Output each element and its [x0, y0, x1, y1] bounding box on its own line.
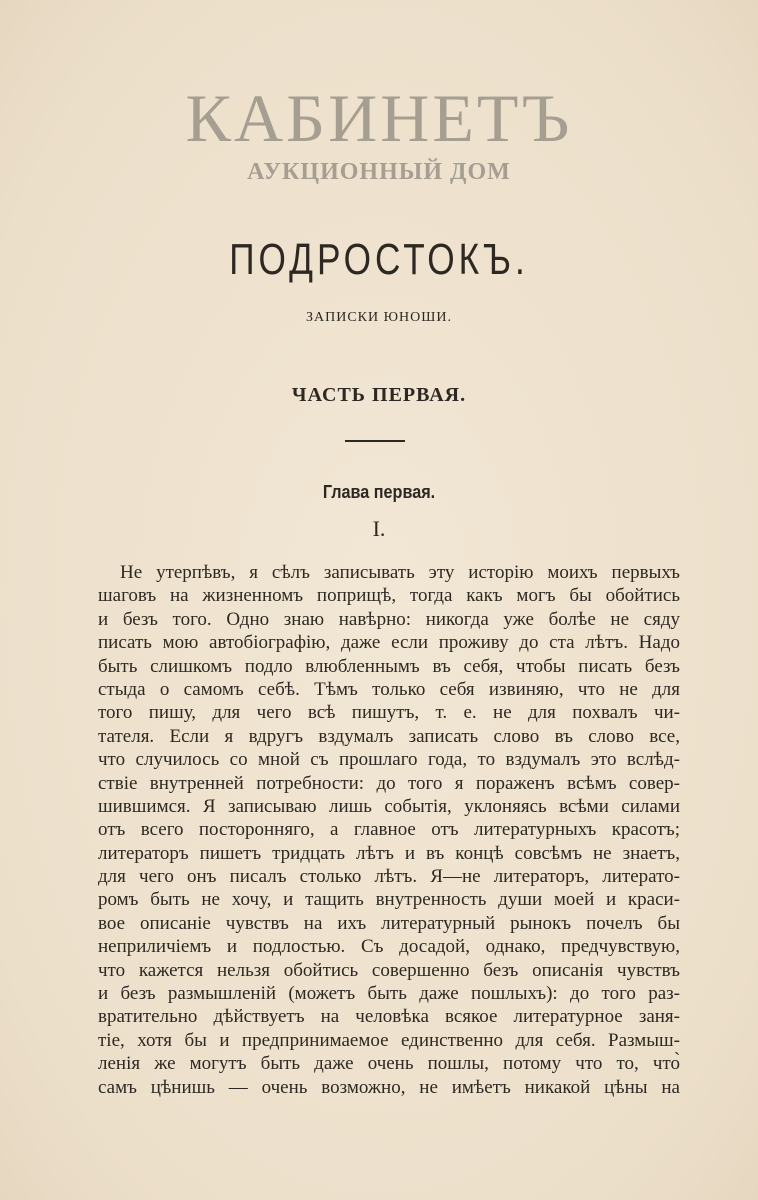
text-line: неприличіемъ и подлостью. Съ досадой, однако, предчувствую,: [98, 936, 680, 958]
text-line: Не утерпѣвъ, я сѣлъ записывать эту исторію моихъ первыхъ: [120, 562, 680, 583]
text-line: того пишу, для чего всѣ пишутъ, т. е. не для похвалъ чи-: [98, 702, 680, 724]
text-line: и безъ размышленій (можетъ быть даже пошлыхъ): до того раз-: [98, 983, 680, 1005]
book-subtitle: ЗАПИСКИ ЮНОШИ.: [306, 310, 452, 325]
text-line: для чего онъ писалъ столько лѣтъ. Я—не литераторъ, литерато-: [98, 866, 680, 888]
text-line: стыда о самомъ себѣ. Тѣмъ только себя извиняю, что не для: [98, 678, 680, 700]
text-line: быть слишкомъ подло влюбленнымъ въ себя, чтобы писать безъ: [98, 655, 680, 677]
text-line: что кажется нельзя обойтись совершенно безъ описанія чувствъ: [98, 959, 680, 981]
book-title: ПОДРОСТОКЪ.: [229, 235, 529, 284]
text-line: писать мою автобіографію, даже если проживу до ста лѣтъ. Надо: [98, 632, 680, 654]
text-line: самъ цѣнишь — очень возможно, не имѣетъ никакой цѣны на: [98, 1076, 680, 1098]
text-line: и безъ того. Одно знаю навѣрно: никогда уже болѣе не сяду: [98, 608, 680, 630]
watermark-logo: КАБИНЕТЪ: [185, 80, 573, 156]
chapter-heading: Глава первая.: [322, 482, 436, 502]
body-text: [98, 561, 680, 1099]
text-line: шаговъ на жизненномъ поприщѣ, тогда какъ могъ бы обойтись: [98, 585, 680, 607]
text-line: тателя. Если я вдругъ вздумалъ записать слово въ слово все,: [98, 725, 680, 747]
text-line: вое описаніе чувствъ на ихъ литературный рынокъ почелъ бы: [98, 912, 680, 934]
text-line: литераторъ пишетъ тридцать лѣтъ и въ концѣ совсѣмъ не знаетъ,: [98, 842, 680, 864]
section-number: I.: [372, 516, 386, 541]
text-line: что случилось со мной съ прошлаго года, то вздумалъ это вслѣд-: [98, 749, 680, 771]
watermark-subtitle: АУКЦИОННЫЙ ДОМ: [247, 159, 511, 185]
text-line: ленія же могутъ быть даже очень пошлы, потому что то, что̀: [98, 1053, 680, 1075]
text-line: вратительно дѣйствуетъ на человѣка всякое литературное заня-: [98, 1006, 680, 1028]
divider: [345, 440, 405, 442]
text-line: отъ всего посторонняго, а главное отъ литературныхъ красотъ;: [98, 819, 680, 841]
text-line: ствіе внутренней потребности: до того я пораженъ всѣмъ совер-: [98, 772, 680, 794]
part-heading: ЧАСТЬ ПЕРВАЯ.: [291, 384, 467, 406]
text-line: шившимся. Я записываю лишь событія, уклоняясь всѣми силами: [98, 795, 680, 817]
text-line: ромъ быть не хочу, и тащить внутренность души моей и краси-: [98, 889, 680, 911]
text-line: тіе, хотя бы и предпринимаемое единственно для себя. Размыш-: [98, 1029, 680, 1051]
